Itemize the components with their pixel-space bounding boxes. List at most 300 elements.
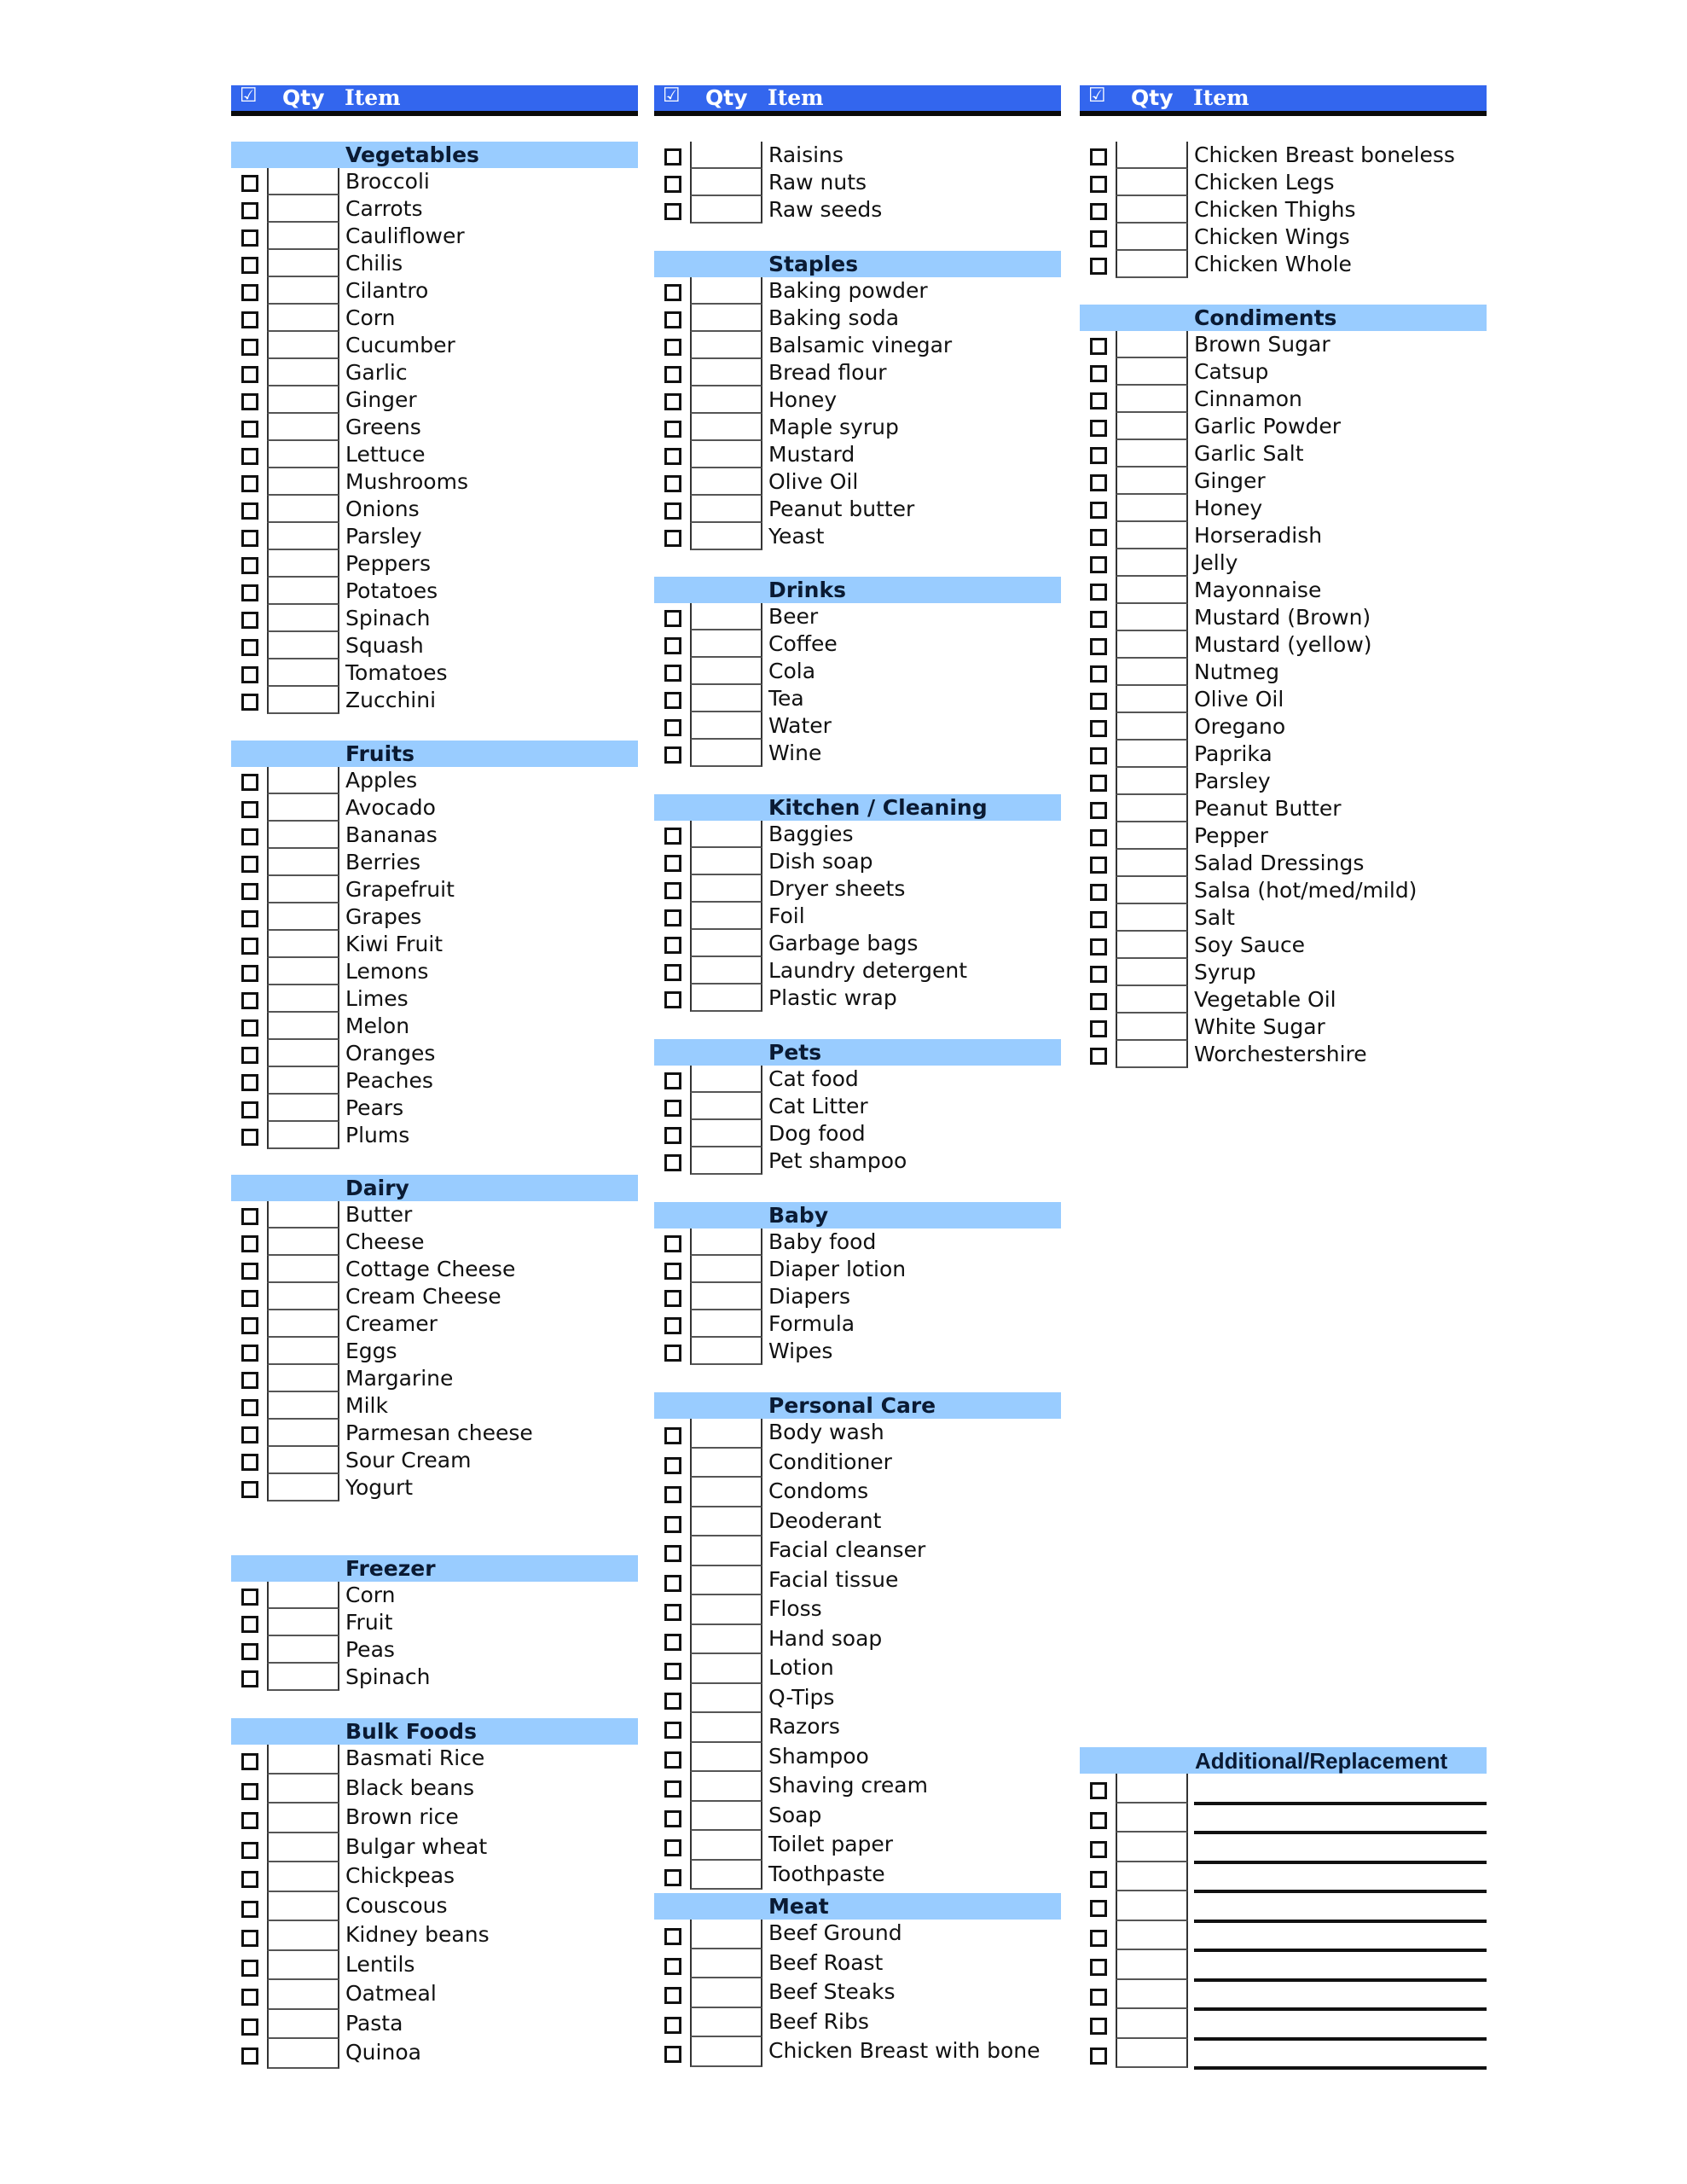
item-checkbox[interactable] <box>241 421 258 438</box>
quantity-field[interactable] <box>690 1625 762 1655</box>
item-checkbox[interactable] <box>664 1722 681 1739</box>
item-checkbox[interactable] <box>241 883 258 900</box>
item-checkbox[interactable] <box>664 882 681 899</box>
quantity-field[interactable] <box>267 1283 339 1310</box>
quantity-field[interactable] <box>1116 659 1188 686</box>
item-checkbox[interactable] <box>664 1575 681 1592</box>
item-checkbox[interactable] <box>241 557 258 574</box>
item-checkbox[interactable] <box>664 1317 681 1334</box>
quantity-field[interactable] <box>1116 1833 1188 1862</box>
item-checkbox[interactable] <box>1090 1989 1107 2006</box>
quantity-field[interactable] <box>690 1256 762 1283</box>
item-checkbox[interactable] <box>664 1751 681 1769</box>
item-checkbox[interactable] <box>241 1263 258 1280</box>
item-checkbox[interactable] <box>1090 1812 1107 1829</box>
item-checkbox[interactable] <box>1090 420 1107 437</box>
quantity-field[interactable] <box>267 1067 339 1095</box>
item-checkbox[interactable] <box>241 1345 258 1362</box>
quantity-field[interactable] <box>1116 768 1188 795</box>
item-checkbox[interactable] <box>241 257 258 274</box>
quantity-field[interactable] <box>690 386 762 414</box>
item-checkbox[interactable] <box>241 1074 258 1091</box>
item-checkbox[interactable] <box>1090 148 1107 166</box>
quantity-field[interactable] <box>267 1392 339 1420</box>
quantity-field[interactable] <box>267 1609 339 1636</box>
item-checkbox[interactable] <box>241 1208 258 1225</box>
item-checkbox[interactable] <box>1090 203 1107 220</box>
item-checkbox[interactable] <box>1090 176 1107 193</box>
quantity-field[interactable] <box>690 1338 762 1365</box>
quantity-field[interactable] <box>690 1536 762 1566</box>
item-checkbox[interactable] <box>664 421 681 438</box>
item-checkbox[interactable] <box>1090 775 1107 792</box>
quantity-field[interactable] <box>1116 169 1188 196</box>
quantity-field[interactable] <box>1116 251 1188 278</box>
item-checkbox[interactable] <box>241 202 258 219</box>
quantity-field[interactable] <box>690 1283 762 1310</box>
item-checkbox[interactable] <box>664 2046 681 2063</box>
item-checkbox[interactable] <box>241 612 258 629</box>
quantity-field[interactable] <box>690 1120 762 1147</box>
item-checkbox[interactable] <box>241 1783 258 1800</box>
item-checkbox[interactable] <box>241 1901 258 1918</box>
item-checkbox[interactable] <box>664 1516 681 1533</box>
quantity-field[interactable] <box>1116 522 1188 549</box>
quantity-field[interactable] <box>267 1013 339 1040</box>
quantity-field[interactable] <box>267 305 339 332</box>
item-checkbox[interactable] <box>241 1372 258 1389</box>
quantity-field[interactable] <box>690 277 762 305</box>
quantity-field[interactable] <box>1116 331 1188 358</box>
item-checkbox[interactable] <box>664 1810 681 1827</box>
quantity-field[interactable] <box>690 1566 762 1596</box>
quantity-field[interactable] <box>690 1743 762 1773</box>
item-checkbox[interactable] <box>664 1839 681 1856</box>
quantity-field[interactable] <box>1116 904 1188 932</box>
quantity-field[interactable] <box>1116 224 1188 251</box>
item-checkbox[interactable] <box>664 339 681 356</box>
quantity-field[interactable] <box>267 632 339 659</box>
item-checkbox[interactable] <box>664 991 681 1008</box>
quantity-field[interactable] <box>1116 2039 1188 2069</box>
item-checkbox[interactable] <box>241 1047 258 1064</box>
item-checkbox[interactable] <box>241 856 258 873</box>
quantity-field[interactable] <box>1116 795 1188 822</box>
item-checkbox[interactable] <box>664 637 681 654</box>
quantity-field[interactable] <box>690 985 762 1012</box>
quantity-field[interactable] <box>690 305 762 332</box>
item-checkbox[interactable] <box>241 1842 258 1859</box>
item-checkbox[interactable] <box>241 311 258 328</box>
item-checkbox[interactable] <box>1090 993 1107 1010</box>
item-checkbox[interactable] <box>664 203 681 220</box>
quantity-field[interactable] <box>690 1093 762 1120</box>
quantity-field[interactable] <box>1116 386 1188 413</box>
item-checkbox[interactable] <box>241 1589 258 1606</box>
quantity-field[interactable] <box>1116 1862 1188 1892</box>
item-checkbox[interactable] <box>1090 829 1107 846</box>
item-checkbox[interactable] <box>241 774 258 791</box>
quantity-field[interactable] <box>1116 549 1188 577</box>
item-checkbox[interactable] <box>1090 857 1107 874</box>
item-checkbox[interactable] <box>241 1989 258 2006</box>
item-checkbox[interactable] <box>664 1072 681 1089</box>
quantity-field[interactable] <box>690 1595 762 1625</box>
quantity-field[interactable] <box>1116 1774 1188 1804</box>
quantity-field[interactable] <box>267 223 339 250</box>
quantity-field[interactable] <box>690 496 762 523</box>
item-checkbox[interactable] <box>241 1616 258 1633</box>
item-checkbox[interactable] <box>1090 747 1107 764</box>
item-checkbox[interactable] <box>241 965 258 982</box>
quantity-field[interactable] <box>1116 196 1188 224</box>
quantity-field[interactable] <box>267 496 339 523</box>
item-checkbox[interactable] <box>664 448 681 465</box>
item-checkbox[interactable] <box>664 1263 681 1280</box>
quantity-field[interactable] <box>690 169 762 196</box>
item-checkbox[interactable] <box>241 1454 258 1471</box>
item-checkbox[interactable] <box>664 1100 681 1117</box>
item-checkbox[interactable] <box>241 992 258 1009</box>
quantity-field[interactable] <box>1116 1804 1188 1833</box>
item-checkbox[interactable] <box>241 938 258 955</box>
quantity-field[interactable] <box>690 712 762 740</box>
item-checkbox[interactable] <box>241 2048 258 2065</box>
item-checkbox[interactable] <box>1090 802 1107 819</box>
item-checkbox[interactable] <box>664 284 681 301</box>
item-checkbox[interactable] <box>241 229 258 247</box>
item-checkbox[interactable] <box>664 1457 681 1474</box>
quantity-field[interactable] <box>690 1654 762 1684</box>
quantity-field[interactable] <box>1116 986 1188 1014</box>
item-checkbox[interactable] <box>1090 529 1107 546</box>
item-checkbox[interactable] <box>241 502 258 520</box>
item-checkbox[interactable] <box>241 1129 258 1146</box>
quantity-field[interactable] <box>690 1831 762 1861</box>
item-checkbox[interactable] <box>664 610 681 627</box>
item-checkbox[interactable] <box>1090 1900 1107 1917</box>
quantity-field[interactable] <box>267 441 339 468</box>
item-checkbox[interactable] <box>664 719 681 736</box>
item-checkbox[interactable] <box>241 910 258 927</box>
item-checkbox[interactable] <box>241 1871 258 1888</box>
item-checkbox[interactable] <box>664 1663 681 1680</box>
item-checkbox[interactable] <box>664 1290 681 1307</box>
item-checkbox[interactable] <box>664 148 681 166</box>
quantity-field[interactable] <box>690 1419 762 1449</box>
item-checkbox[interactable] <box>1090 693 1107 710</box>
quantity-field[interactable] <box>1116 1014 1188 1041</box>
item-checkbox[interactable] <box>241 1019 258 1037</box>
quantity-field[interactable] <box>1116 850 1188 877</box>
item-checkbox[interactable] <box>1090 938 1107 956</box>
quantity-field[interactable] <box>690 685 762 712</box>
quantity-field[interactable] <box>267 1980 339 2010</box>
item-checkbox[interactable] <box>241 366 258 383</box>
quantity-field[interactable] <box>267 687 339 714</box>
item-checkbox[interactable] <box>664 1154 681 1171</box>
quantity-field[interactable] <box>267 1201 339 1228</box>
quantity-field[interactable] <box>267 1447 339 1474</box>
quantity-field[interactable] <box>690 441 762 468</box>
item-checkbox[interactable] <box>664 1693 681 1710</box>
quantity-field[interactable] <box>690 957 762 985</box>
item-checkbox[interactable] <box>1090 638 1107 655</box>
item-checkbox[interactable] <box>664 2017 681 2034</box>
item-checkbox[interactable] <box>241 694 258 711</box>
quantity-field[interactable] <box>690 1228 762 1256</box>
quantity-field[interactable] <box>267 1474 339 1502</box>
quantity-field[interactable] <box>267 468 339 496</box>
item-checkbox[interactable] <box>1090 1841 1107 1858</box>
quantity-field[interactable] <box>690 1949 762 1979</box>
item-checkbox[interactable] <box>664 964 681 981</box>
item-checkbox[interactable] <box>664 530 681 547</box>
item-checkbox[interactable] <box>1090 502 1107 519</box>
item-checkbox[interactable] <box>664 1780 681 1798</box>
quantity-field[interactable] <box>690 2037 762 2067</box>
quantity-field[interactable] <box>690 1310 762 1338</box>
item-checkbox[interactable] <box>664 937 681 954</box>
quantity-field[interactable] <box>267 1774 339 1804</box>
quantity-field[interactable] <box>267 1921 339 1951</box>
quantity-field[interactable] <box>690 414 762 441</box>
item-checkbox[interactable] <box>241 1753 258 1770</box>
quantity-field[interactable] <box>1116 604 1188 631</box>
item-checkbox[interactable] <box>1090 447 1107 464</box>
quantity-field[interactable] <box>1116 468 1188 495</box>
item-checkbox[interactable] <box>241 1290 258 1307</box>
item-checkbox[interactable] <box>241 1960 258 1977</box>
item-checkbox[interactable] <box>1090 1020 1107 1037</box>
quantity-field[interactable] <box>1116 1041 1188 1068</box>
item-checkbox[interactable] <box>664 855 681 872</box>
quantity-field[interactable] <box>267 822 339 849</box>
item-checkbox[interactable] <box>241 1643 258 1660</box>
quantity-field[interactable] <box>690 523 762 550</box>
quantity-field[interactable] <box>690 1772 762 1802</box>
item-checkbox[interactable] <box>241 284 258 301</box>
quantity-field[interactable] <box>267 1862 339 1892</box>
item-checkbox[interactable] <box>664 909 681 926</box>
quantity-field[interactable] <box>690 1449 762 1478</box>
quantity-field[interactable] <box>690 1713 762 1743</box>
quantity-field[interactable] <box>267 332 339 359</box>
quantity-field[interactable] <box>267 605 339 632</box>
item-checkbox[interactable] <box>241 1399 258 1416</box>
item-checkbox[interactable] <box>1090 665 1107 682</box>
item-checkbox[interactable] <box>664 311 681 328</box>
item-checkbox[interactable] <box>664 393 681 410</box>
item-checkbox[interactable] <box>241 1481 258 1498</box>
quantity-field[interactable] <box>690 930 762 957</box>
quantity-field[interactable] <box>267 1228 339 1256</box>
item-checkbox[interactable] <box>1090 556 1107 573</box>
quantity-field[interactable] <box>690 468 762 496</box>
item-checkbox[interactable] <box>1090 611 1107 628</box>
item-checkbox[interactable] <box>1090 966 1107 983</box>
quantity-field[interactable] <box>267 1310 339 1338</box>
quantity-field[interactable] <box>267 386 339 414</box>
item-checkbox[interactable] <box>664 746 681 764</box>
item-checkbox[interactable] <box>1090 230 1107 247</box>
item-checkbox[interactable] <box>241 1670 258 1687</box>
quantity-field[interactable] <box>267 1636 339 1664</box>
quantity-field[interactable] <box>1116 358 1188 386</box>
item-checkbox[interactable] <box>241 393 258 410</box>
item-checkbox[interactable] <box>1090 1959 1107 1976</box>
item-checkbox[interactable] <box>664 692 681 709</box>
quantity-field[interactable] <box>690 1066 762 1093</box>
item-checkbox[interactable] <box>664 1958 681 1975</box>
item-checkbox[interactable] <box>241 828 258 845</box>
quantity-field[interactable] <box>267 1420 339 1447</box>
item-checkbox[interactable] <box>241 448 258 465</box>
quantity-field[interactable] <box>1116 631 1188 659</box>
item-checkbox[interactable] <box>241 2018 258 2036</box>
quantity-field[interactable] <box>690 1861 762 1891</box>
quantity-field[interactable] <box>1116 1921 1188 1951</box>
quantity-field[interactable] <box>690 1507 762 1537</box>
quantity-field[interactable] <box>1116 1980 1188 2010</box>
quantity-field[interactable] <box>267 1951 339 1981</box>
quantity-field[interactable] <box>267 767 339 794</box>
item-checkbox[interactable] <box>664 176 681 193</box>
item-checkbox[interactable] <box>1090 474 1107 491</box>
item-checkbox[interactable] <box>664 665 681 682</box>
item-checkbox[interactable] <box>241 584 258 601</box>
quantity-field[interactable] <box>267 931 339 958</box>
quantity-field[interactable] <box>690 1147 762 1175</box>
quantity-field[interactable] <box>267 168 339 195</box>
quantity-field[interactable] <box>267 794 339 822</box>
quantity-field[interactable] <box>1116 1950 1188 1980</box>
quantity-field[interactable] <box>267 1338 339 1365</box>
quantity-field[interactable] <box>690 332 762 359</box>
quantity-field[interactable] <box>690 1684 762 1714</box>
quantity-field[interactable] <box>1116 686 1188 713</box>
item-checkbox[interactable] <box>664 1987 681 2004</box>
item-checkbox[interactable] <box>1090 392 1107 410</box>
quantity-field[interactable] <box>267 1892 339 1922</box>
item-checkbox[interactable] <box>664 502 681 520</box>
item-checkbox[interactable] <box>1090 720 1107 737</box>
item-checkbox[interactable] <box>664 1928 681 1945</box>
item-checkbox[interactable] <box>664 1345 681 1362</box>
quantity-field[interactable] <box>1116 142 1188 169</box>
item-checkbox[interactable] <box>1090 1048 1107 1065</box>
quantity-field[interactable] <box>267 195 339 223</box>
quantity-field[interactable] <box>1116 877 1188 904</box>
quantity-field[interactable] <box>267 2039 339 2069</box>
quantity-field[interactable] <box>690 658 762 685</box>
item-checkbox[interactable] <box>241 666 258 683</box>
item-checkbox[interactable] <box>664 1634 681 1651</box>
quantity-field[interactable] <box>267 659 339 687</box>
quantity-field[interactable] <box>690 1920 762 1949</box>
item-checkbox[interactable] <box>664 366 681 383</box>
item-checkbox[interactable] <box>241 339 258 356</box>
quantity-field[interactable] <box>267 1804 339 1833</box>
quantity-field[interactable] <box>267 1582 339 1609</box>
item-checkbox[interactable] <box>1090 1782 1107 1799</box>
quantity-field[interactable] <box>690 1802 762 1832</box>
quantity-field[interactable] <box>267 985 339 1013</box>
quantity-field[interactable] <box>267 849 339 876</box>
item-checkbox[interactable] <box>664 1427 681 1444</box>
item-checkbox[interactable] <box>664 1486 681 1503</box>
item-checkbox[interactable] <box>1090 911 1107 928</box>
quantity-field[interactable] <box>267 958 339 985</box>
item-checkbox[interactable] <box>664 828 681 845</box>
quantity-field[interactable] <box>1116 741 1188 768</box>
quantity-field[interactable] <box>267 2010 339 2040</box>
item-checkbox[interactable] <box>1090 338 1107 355</box>
item-checkbox[interactable] <box>664 1235 681 1252</box>
quantity-field[interactable] <box>1116 959 1188 986</box>
quantity-field[interactable] <box>267 277 339 305</box>
quantity-field[interactable] <box>1116 495 1188 522</box>
quantity-field[interactable] <box>690 848 762 875</box>
item-checkbox[interactable] <box>241 1235 258 1252</box>
quantity-field[interactable] <box>690 2008 762 2038</box>
item-checkbox[interactable] <box>664 1604 681 1621</box>
item-checkbox[interactable] <box>241 175 258 192</box>
quantity-field[interactable] <box>267 1040 339 1067</box>
item-checkbox[interactable] <box>1090 584 1107 601</box>
quantity-field[interactable] <box>1116 413 1188 440</box>
quantity-field[interactable] <box>690 359 762 386</box>
item-checkbox[interactable] <box>241 1426 258 1443</box>
quantity-field[interactable] <box>690 196 762 224</box>
quantity-field[interactable] <box>267 550 339 578</box>
quantity-field[interactable] <box>267 1095 339 1122</box>
item-checkbox[interactable] <box>241 530 258 547</box>
item-checkbox[interactable] <box>241 1812 258 1829</box>
item-checkbox[interactable] <box>241 801 258 818</box>
item-checkbox[interactable] <box>241 1317 258 1334</box>
item-checkbox[interactable] <box>1090 1871 1107 1888</box>
quantity-field[interactable] <box>690 630 762 658</box>
item-checkbox[interactable] <box>664 475 681 492</box>
quantity-field[interactable] <box>1116 2009 1188 2039</box>
item-checkbox[interactable] <box>664 1545 681 1562</box>
quantity-field[interactable] <box>690 821 762 848</box>
item-checkbox[interactable] <box>241 1101 258 1118</box>
quantity-field[interactable] <box>690 903 762 930</box>
item-checkbox[interactable] <box>241 1930 258 1947</box>
item-checkbox[interactable] <box>1090 258 1107 275</box>
quantity-field[interactable] <box>690 603 762 630</box>
quantity-field[interactable] <box>267 1833 339 1863</box>
quantity-field[interactable] <box>267 414 339 441</box>
item-checkbox[interactable] <box>241 639 258 656</box>
quantity-field[interactable] <box>267 359 339 386</box>
quantity-field[interactable] <box>1116 440 1188 468</box>
quantity-field[interactable] <box>267 903 339 931</box>
quantity-field[interactable] <box>267 1745 339 1774</box>
quantity-field[interactable] <box>690 740 762 767</box>
quantity-field[interactable] <box>267 1664 339 1691</box>
item-checkbox[interactable] <box>664 1869 681 1886</box>
quantity-field[interactable] <box>267 1122 339 1149</box>
item-checkbox[interactable] <box>1090 365 1107 382</box>
quantity-field[interactable] <box>690 1478 762 1507</box>
quantity-field[interactable] <box>1116 932 1188 959</box>
quantity-field[interactable] <box>267 1365 339 1392</box>
quantity-field[interactable] <box>267 876 339 903</box>
item-checkbox[interactable] <box>1090 2048 1107 2065</box>
